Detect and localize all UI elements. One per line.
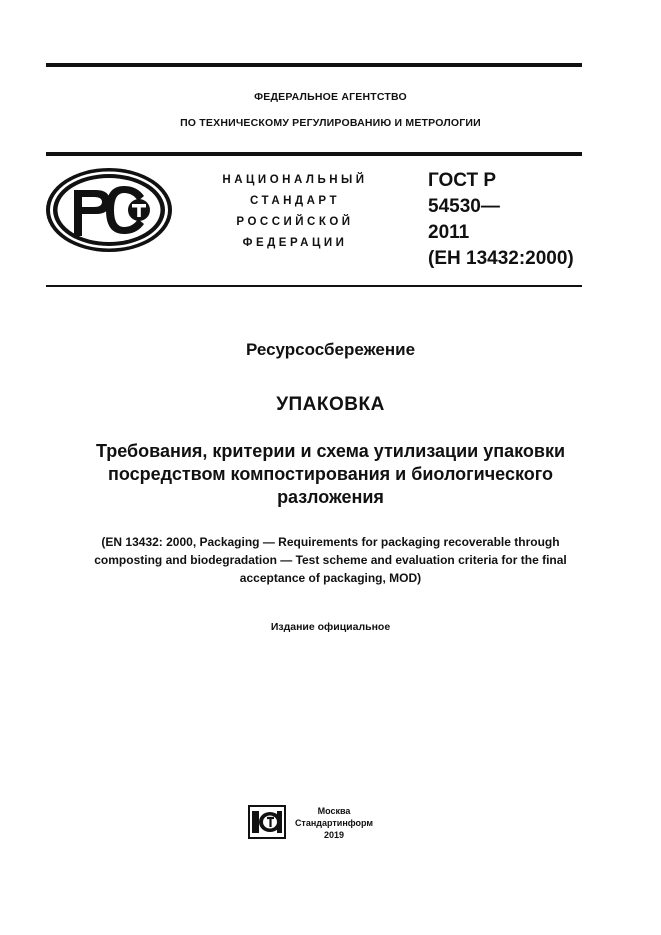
original-line-3: acceptance of packaging, MOD) [239,571,422,585]
header-rule [46,152,582,156]
publisher-city: Москва [317,806,351,816]
agency-line-2: ПО ТЕХНИЧЕСКОМУ РЕГУЛИРОВАНИЮ И МЕТРОЛОГИИ [180,117,481,129]
national-standard-line-3: РОССИЙСКОЙ [236,216,354,228]
rst-certification-mark-icon [44,166,174,254]
designation-line-1: ГОСТ Р [428,170,497,191]
edition-note: Издание официальное [270,621,391,633]
national-standard-line-2: СТАНДАРТ [250,195,340,207]
publisher-info [294,805,374,841]
designation-line-2: 54530— [428,196,500,217]
designation-line-4: (ЕН 13432:2000) [428,248,574,269]
title-block-rule [46,285,582,287]
standartinform-logo-icon [248,805,286,839]
publisher-name: Стандартинформ [294,818,374,828]
national-standard-line-1: НАЦИОНАЛЬНЫЙ [222,174,368,186]
publication-year: 2019 [323,830,345,840]
standard-designation [428,168,574,272]
top-rule [46,63,582,67]
national-standard-line-4: ФЕДЕРАЦИИ [242,237,348,249]
subtitle-line-3: разложения [277,487,384,507]
original-line-2: composting and biodegradation — Test scheme and evaluation criteria for the final [94,553,567,567]
national-standard-label [190,170,400,254]
original-standard-reference [0,533,661,587]
subtitle-line-2: посредством компостирования и биологического [107,464,553,484]
document-title: УПАКОВКА [276,394,385,415]
agency-line-1: ФЕДЕРАЛЬНОЕ АГЕНТСТВО [254,91,407,103]
document-subtitle [0,440,661,509]
subtitle-line-1: Требования, критерии и схема утилизации упаковки [95,441,566,461]
original-line-1: (EN 13432: 2000, Packaging — Requirements for packaging recoverable through [101,535,560,549]
designation-line-3: 2011 [428,222,470,243]
document-subject: Ресурсосбережение [245,340,416,359]
